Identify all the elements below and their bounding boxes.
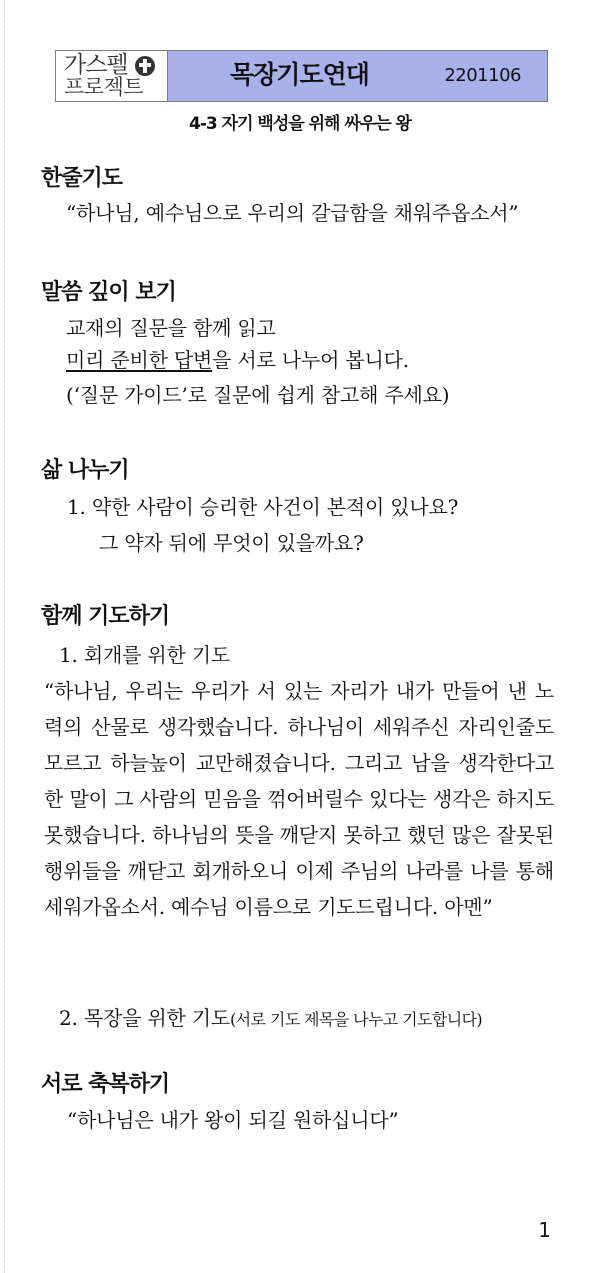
gospel-project-logo xyxy=(56,51,168,101)
word-deep-dive-line1: 교재의 질문을 함께 읽고 xyxy=(66,316,276,340)
repentance-prayer-title: 1. 회개를 위한 기도 xyxy=(59,643,230,667)
repentance-prayer-text: “하나님, 우리는 우리가 서 있는 자리가 내가 만들어 낸 노력의 산물로 생각했습니다. 하나님이 세워주신 자리인줄도 모르고 하늘높이 교만해졌습니다. 그리고 남을 생각한다고 한 말이 그 사람의 믿음을 꺾어버릴수 있다는 생각은 하지도 못했습니다. 하나님의 뜻을 깨닫지 못하고 했던 많은 잘못된 행위들을 깨닫고 회개하오니 이제 주님의 나라를 나를 통해 세워가옵소서. 예수님 이름으로 기도드립니다. 아멘” xyxy=(44,679,554,919)
cross-icon xyxy=(135,56,155,76)
header-title-band xyxy=(168,51,547,101)
pray-together-heading: 함께 기도하기 xyxy=(41,604,170,629)
cell-group-prayer-note: (서로 기도 제목을 나누고 기도합니다) xyxy=(230,1010,483,1029)
page-title: 목장기도연대 xyxy=(230,60,369,89)
prepared-answer-underlined: 미리 준비한 답변 xyxy=(66,348,213,372)
document-header xyxy=(55,50,548,102)
cell-group-prayer-title: 2. 목장을 위한 기도 xyxy=(59,1006,230,1030)
blessing-text: “하나님은 내가 왕이 되길 원하십니다” xyxy=(67,1108,399,1132)
word-deep-dive-line2-rest: 을 서로 나누어 봅니다. xyxy=(212,348,409,372)
one-line-prayer-text: “하나님, 예수님으로 우리의 갈급함을 채워주옵소서” xyxy=(66,201,519,225)
life-sharing-question1-line1: 1. 약한 사람이 승리한 사건이 본적이 있나요? xyxy=(67,495,459,519)
document-code: 2201106 xyxy=(444,65,521,86)
one-line-prayer-heading: 한줄기도 xyxy=(41,166,123,191)
logo-text-line1: 가스펠 xyxy=(64,52,128,78)
life-sharing-question1-line2: 그 약자 뒤에 무엇이 있을까요? xyxy=(99,531,364,555)
word-deep-dive-line2 xyxy=(66,346,409,374)
cell-group-prayer-line xyxy=(59,1004,482,1034)
life-sharing-heading: 삶 나누기 xyxy=(41,458,129,483)
word-deep-dive-heading: 말씀 깊이 보기 xyxy=(41,280,176,305)
blessing-heading: 서로 축복하기 xyxy=(41,1072,170,1097)
page-edge-guide xyxy=(4,0,5,1273)
word-deep-dive-line3: (‘질문 가이드’로 질문에 쉽게 참고해 주세요) xyxy=(66,383,450,407)
lesson-subtitle: 4-3 자기 백성을 위해 싸우는 왕 xyxy=(189,114,411,134)
logo-text-line2: 프로젝트 xyxy=(64,75,144,99)
page-number: 1 xyxy=(538,1218,551,1242)
